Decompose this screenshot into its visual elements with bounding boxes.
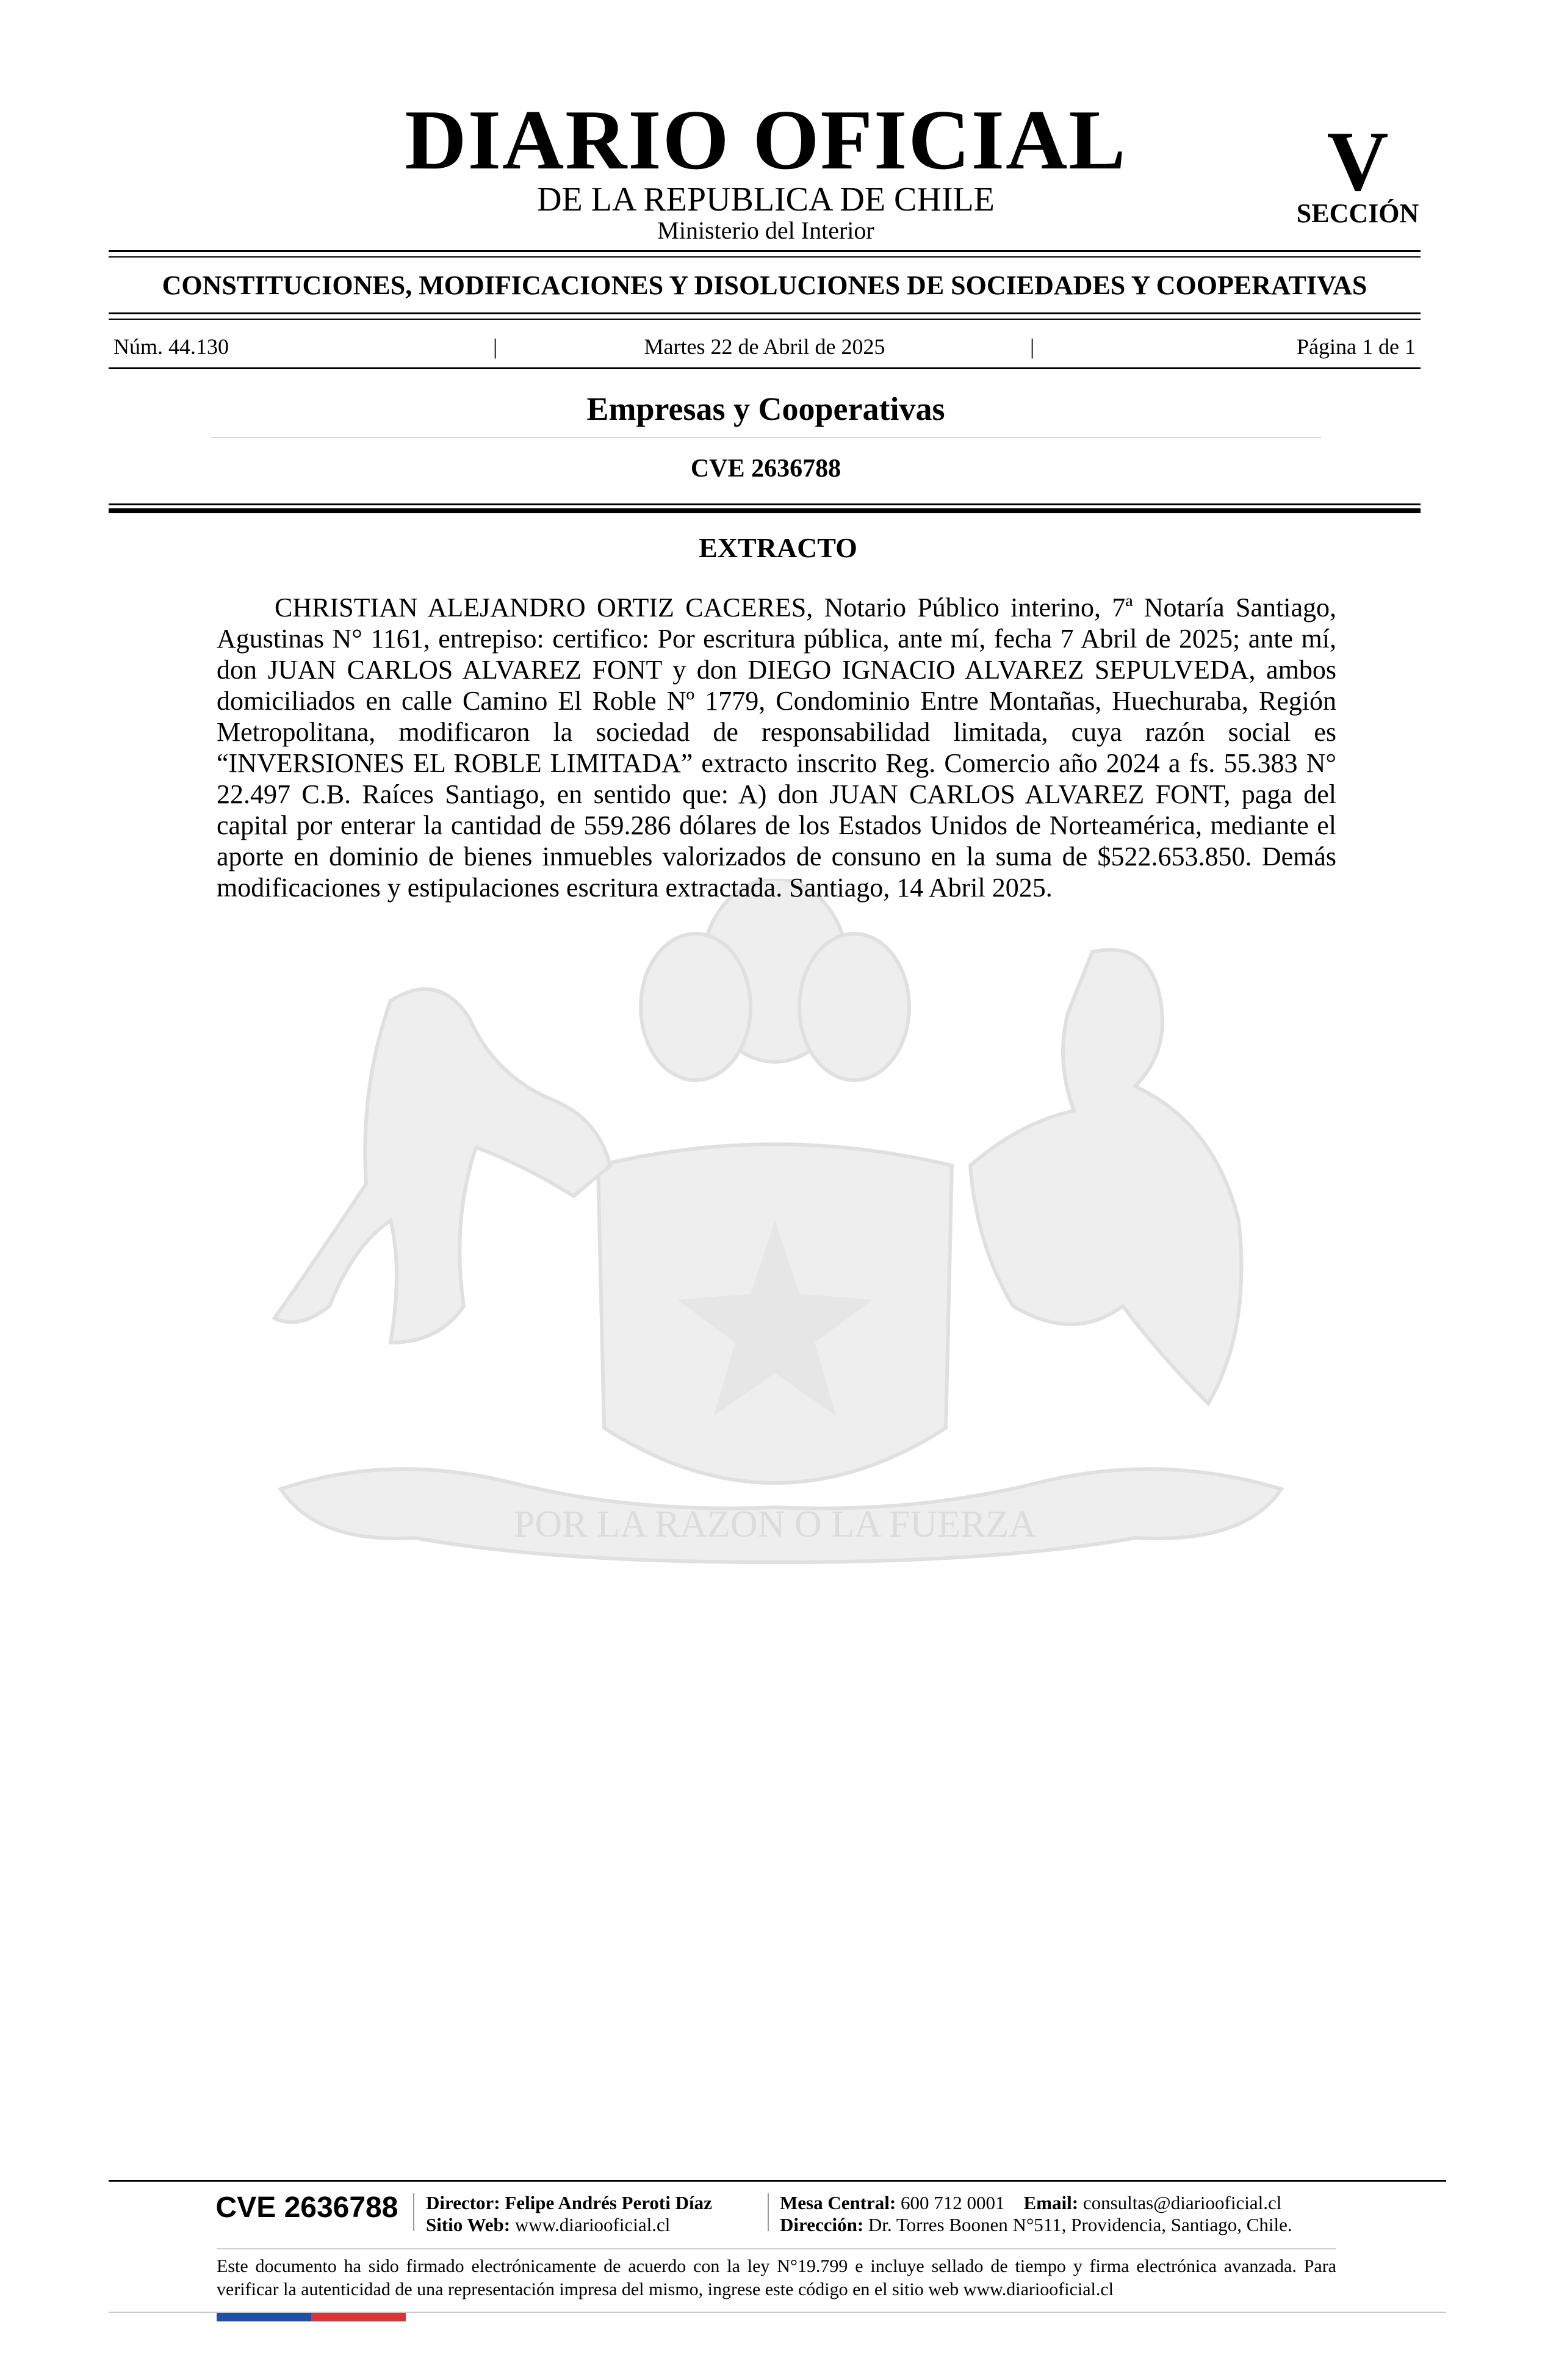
footer-rule — [109, 2180, 1446, 2182]
address-label: Dirección: — [780, 2214, 864, 2235]
issue-separator: | — [1030, 334, 1035, 359]
issue-page: Página 1 de 1 — [1297, 334, 1416, 359]
document-title: EXTRACTO — [699, 532, 857, 563]
issue-date: Martes 22 de Abril de 2025 — [644, 334, 885, 359]
issue-number: Núm. 44.130 — [113, 334, 229, 359]
issue-rule — [109, 367, 1421, 369]
address-text: Dr. Torres Boonen N°511, Providencia, Santiago, Chile. — [868, 2214, 1292, 2235]
flag-stripe-red — [311, 2313, 406, 2321]
website-link[interactable]: www.diariooficial.cl — [514, 2214, 671, 2235]
category-divider — [211, 437, 1321, 438]
footer-contact-block — [780, 2192, 1353, 2236]
footer-divider — [413, 2193, 414, 2231]
header-rule — [109, 256, 1421, 258]
footer-rule — [217, 2248, 1336, 2249]
email-link[interactable]: consultas@diariooficial.cl — [1082, 2192, 1282, 2213]
issue-separator: | — [493, 334, 498, 359]
content-rule — [109, 503, 1421, 505]
footer-divider — [768, 2193, 769, 2231]
masthead-subtitle: DE LA REPUBLICA DE CHILE — [537, 181, 995, 218]
phone-number: 600 712 0001 — [901, 2192, 1005, 2213]
header-rule — [109, 312, 1421, 314]
category-title: Empresas y Cooperativas — [586, 391, 945, 427]
section-label: SECCIÓN — [1296, 198, 1419, 228]
flag-stripe-blue — [217, 2313, 311, 2321]
cve-code: CVE 2636788 — [690, 455, 841, 483]
masthead-title: DIARIO OFICIAL — [405, 93, 1127, 187]
section-letter: V — [1327, 114, 1389, 209]
footer-director-block — [426, 2192, 768, 2236]
section-title: CONSTITUCIONES, MODIFICACIONES Y DISOLUCIONES DE SOCIEDADES Y COOPERATIVAS — [162, 270, 1367, 300]
header-rule — [109, 319, 1421, 320]
footer-cve-code: CVE 2636788 — [215, 2191, 398, 2224]
issue-info-row — [109, 330, 1421, 364]
content-rule-thick — [109, 508, 1421, 513]
footer-signature-note: Este documento ha sido firmado electrónicamente de acuerdo con la ley N°19.799 e incluye sellado de tiempo y firma electrónica avanzada. Para verificar la autenticidad de una representación impresa del mismo, ingrese este código en el sitio web www.diariooficial.cl — [217, 2256, 1336, 2299]
website-label: Sitio Web: — [426, 2214, 511, 2235]
director-name: Felipe Andrés Peroti Díaz — [505, 2192, 712, 2213]
coat-of-arms-icon — [207, 879, 1355, 1672]
masthead-ministry: Ministerio del Interior — [657, 217, 874, 244]
document-body: CHRISTIAN ALEJANDRO ORTIZ CACERES, Notario Público interino, 7ª Notaría Santiago, Agustinas N° 1161, entrepiso: certifico: Por escritura pública, ante mí, fecha 7 Abril de 2025; ante mí, don JUAN CARLOS ALVAREZ FONT y don DIEGO IGNACIO ALVAREZ SEPULVEDA, ambos domiciliados en calle Camino El Roble Nº 1779, Condominio Entre Montañas, Huechuraba, Región Metropolitana, modificaron la sociedad de responsabilidad limitada, cuya razón social es “INVERSIONES EL ROBLE LIMITADA” extracto inscrito Reg. Comercio año 2024 a fs. 55.383 N° 22.497 C.B. Raíces Santiago, en sentido que: A) don JUAN CARLOS ALVAREZ FONT, paga del capital por enterar la cantidad de 559.286 dólares de los Estados Unidos de Norteamérica, mediante el aporte en dominio de bienes inmuebles valorizados de consuno en la suma de $522.653.850. Demás modificaciones y estipulaciones escritura extractada. Santiago, 14 Abril 2025. — [217, 593, 1336, 903]
director-label: Director: — [426, 2192, 500, 2213]
phone-label: Mesa Central: — [780, 2192, 896, 2213]
watermark-motto: POR LA RAZON O LA FUERZA — [513, 1504, 1037, 1545]
email-label: Email: — [1023, 2192, 1079, 2213]
header-rule — [109, 250, 1421, 252]
